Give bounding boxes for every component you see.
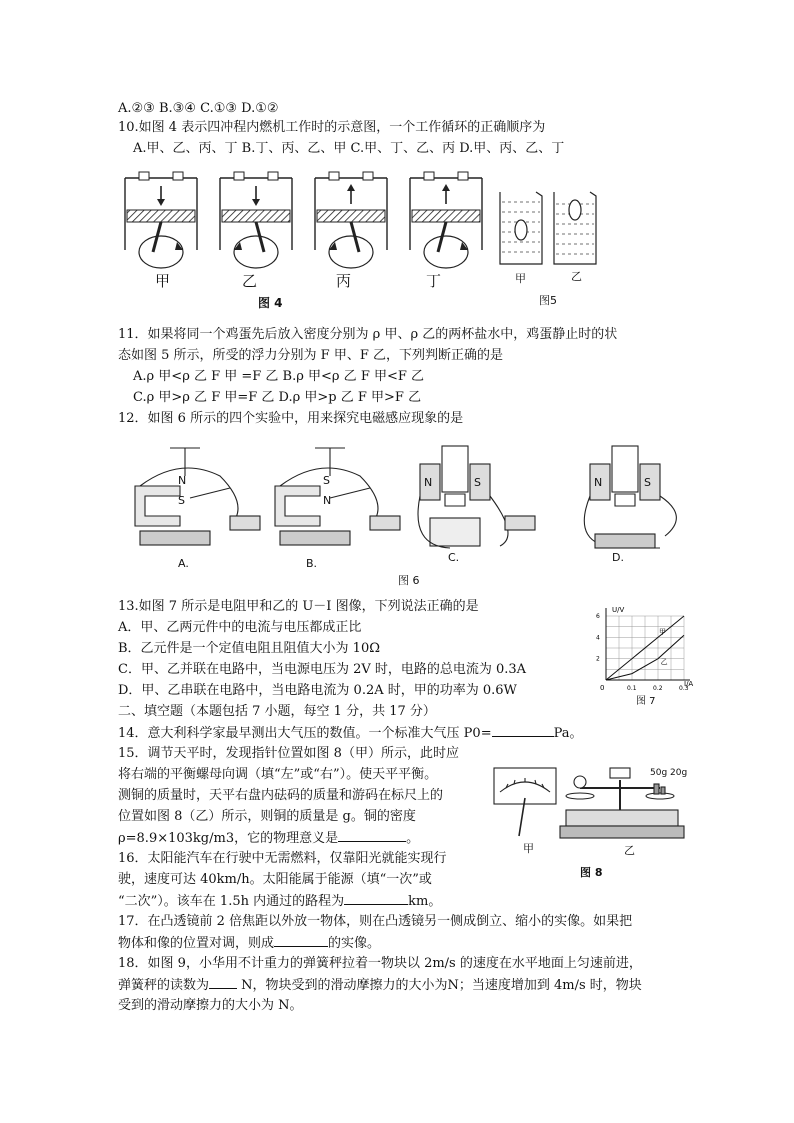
q17-line-1: 17．在凸透镜前 2 倍焦距以外放一物体，则在凸透镜另一侧成倒立、缩小的实像。如果把	[118, 914, 633, 929]
q16-l3-text: “二次”）。该车在 1.5h 内通过的路程为	[118, 894, 345, 909]
figure-6-label-b: B.	[306, 557, 318, 570]
q17-line-2	[118, 934, 380, 953]
q17-blank[interactable]	[274, 934, 328, 947]
engine-diagram-1	[125, 172, 197, 268]
chart-ytick-3: 6	[596, 613, 600, 620]
q11-options-ab: A.ρ 甲<ρ 乙 F 甲 =F 乙 B.ρ 甲<ρ 乙 F 甲<F 乙	[133, 369, 425, 384]
chart-origin-label: 0	[600, 684, 605, 692]
q13-option-c: C．甲、乙并联在电路中，当电源电压为 2V 时，电路的总电流为 0.3A	[118, 662, 527, 677]
figure-6-label-c: C.	[448, 551, 460, 564]
magnet-pole-d-s: S	[644, 476, 651, 489]
q15-l5-end: 。	[406, 831, 420, 846]
chart-series-label-jia: 甲	[659, 628, 666, 637]
figure-5-beakers	[496, 188, 606, 268]
figure-8-weights: 50g 20g	[650, 768, 688, 778]
figure-6-experiments	[120, 436, 680, 576]
q14-line	[118, 724, 583, 743]
q14-blank[interactable]	[492, 724, 554, 737]
q9-options: A.②③ B.③④ C.①③ D.①②	[118, 101, 279, 116]
figure-5-caption: 图5	[539, 294, 557, 307]
q15-line-3: 测铜的质量时，天平右盘内砝码的质量和游码在标尺上的	[118, 788, 444, 803]
figure-8-caption: 图 8	[580, 866, 603, 879]
q18-l2a: 弹簧秤的读数为	[118, 978, 210, 993]
figure-8-label-jia: 甲	[523, 842, 534, 855]
magnet-pole-c-n: N	[424, 476, 433, 489]
q12-stem: 12．如图 6 所示的四个实验中，用来探究电磁感应现象的是	[118, 411, 464, 426]
q15-line-2: 将右端的平衡螺母向调（填“左”或“右”）。使天平平衡。	[118, 767, 438, 782]
chart-xtick-2: 0.2	[653, 685, 663, 692]
q18-line-2	[118, 976, 642, 995]
q18-l2b: N，物块受到的滑动摩擦力的大小为N；当速度增加到 4m/s 时，物块	[237, 978, 642, 993]
q15-line-1: 15．调节天平时，发现指针位置如图 8（甲）所示，此时应	[118, 746, 459, 761]
engine-diagram-4	[410, 172, 482, 268]
figure-6-label-a: A.	[178, 557, 189, 570]
figure-6-label-d: D.	[612, 551, 624, 564]
q13-stem: 13.如图 7 所示是电阻甲和乙的 U－I 图像，下列说法正确的是	[118, 599, 479, 614]
q17-l2-end: 的实像。	[328, 936, 381, 951]
engine-label-2: 乙	[242, 272, 258, 290]
figure-7-ui-chart	[592, 604, 702, 696]
q15-l5-text: ρ=8.9×103kg/m3，它的物理意义是	[118, 831, 339, 846]
magnet-pole-c-s: S	[474, 476, 481, 489]
figure-6-caption: 图 6	[398, 574, 420, 587]
chart-series-label-yi: 乙	[660, 658, 668, 666]
q10-options: A.甲、乙、丙、丁 B.丁、丙、乙、甲 C.甲、丁、乙、丙 D.甲、丙、乙、丁	[133, 141, 565, 156]
chart-xtick-3: 0.3	[679, 685, 689, 692]
q15-blank[interactable]	[338, 829, 406, 842]
q11-stem-2: 态如图 5 所示，所受的浮力分别为 F 甲、F 乙，下列判断正确的是	[118, 348, 503, 363]
q18-line-1: 18．如图 9，小华用不计重力的弹簧秤拉着一物块以 2m/s 的速度在水平地面上匀速前进，	[118, 956, 642, 971]
figure-4-engines	[120, 170, 500, 290]
figure-4-caption: 图 4	[258, 296, 283, 310]
q14-text: 14．意大利科学家最早测出大气压的数值。一个标准大气压 P0=	[118, 726, 492, 741]
magnet-pole-a-n: N	[178, 474, 187, 487]
q14-unit: Pa。	[553, 726, 583, 741]
q16-l3-end: km。	[408, 894, 442, 909]
q17-l2-text: 物体和像的位置对调，则成	[118, 936, 275, 951]
engine-label-1: 甲	[155, 272, 171, 290]
q10-stem: 10.如图 4 表示四冲程内燃机工作时的示意图，一个工作循环的正确顺序为	[118, 120, 546, 135]
q15-line-4: 位置如图 8（乙）所示，则铜的质量是 g。铜的密度	[118, 809, 416, 824]
figure-8-label-yi: 乙	[624, 844, 635, 857]
chart-xtick-1: 0.1	[627, 685, 637, 692]
q13-option-a: A．甲、乙两元件中的电流与电压都成正比	[118, 620, 362, 635]
q18-blank[interactable]	[209, 976, 237, 989]
q15-line-5	[118, 829, 419, 848]
engine-diagram-3	[315, 172, 387, 268]
section-2-title: 二、填空题（本题包括 7 小题，每空 1 分，共 17 分）	[118, 704, 436, 719]
q11-stem-1: 11．如果将同一个鸡蛋先后放入密度分别为 ρ 甲、ρ 乙的两杯盐水中，鸡蛋静止时的状	[118, 327, 618, 342]
q16-line-3	[118, 892, 441, 911]
magnet-pole-b-n: N	[323, 494, 332, 507]
chart-xlabel: I/A	[684, 680, 694, 688]
q18-line-3: 受到的滑动摩擦力的大小为 N。	[118, 998, 303, 1013]
magnet-pole-a-s: S	[178, 494, 185, 507]
engine-label-3: 丙	[336, 272, 352, 290]
beaker-label-1: 甲	[515, 272, 526, 285]
q16-blank[interactable]	[344, 892, 408, 905]
q16-line-2: 驶，速度可达 40km/h。太阳能属于能源（填“一次”或	[118, 872, 432, 887]
figure-7-caption: 图 7	[636, 696, 656, 707]
engine-label-4: 丁	[426, 272, 442, 290]
q13-option-b: B．乙元件是一个定值电阻且阻值大小为 10Ω	[118, 641, 381, 656]
magnet-pole-d-n: N	[594, 476, 603, 489]
q13-option-d: D．甲、乙串联在电路中，当电路电流为 0.2A 时，甲的功率为 0.6W	[118, 683, 517, 698]
beaker-label-2: 乙	[571, 270, 582, 283]
engine-diagram-2	[220, 172, 292, 268]
magnet-pole-b-s: S	[323, 474, 330, 487]
chart-ytick-1: 2	[596, 655, 600, 663]
q16-line-1: 16．太阳能汽车在行驶中无需燃料，仅靠阳光就能实现行	[118, 851, 447, 866]
chart-ytick-2: 4	[596, 634, 600, 642]
q11-options-cd: C.ρ 甲>ρ 乙 F 甲=F 乙 D.ρ 甲>p 乙 F 甲>F 乙	[133, 390, 422, 405]
chart-ylabel: U/V	[612, 606, 625, 614]
